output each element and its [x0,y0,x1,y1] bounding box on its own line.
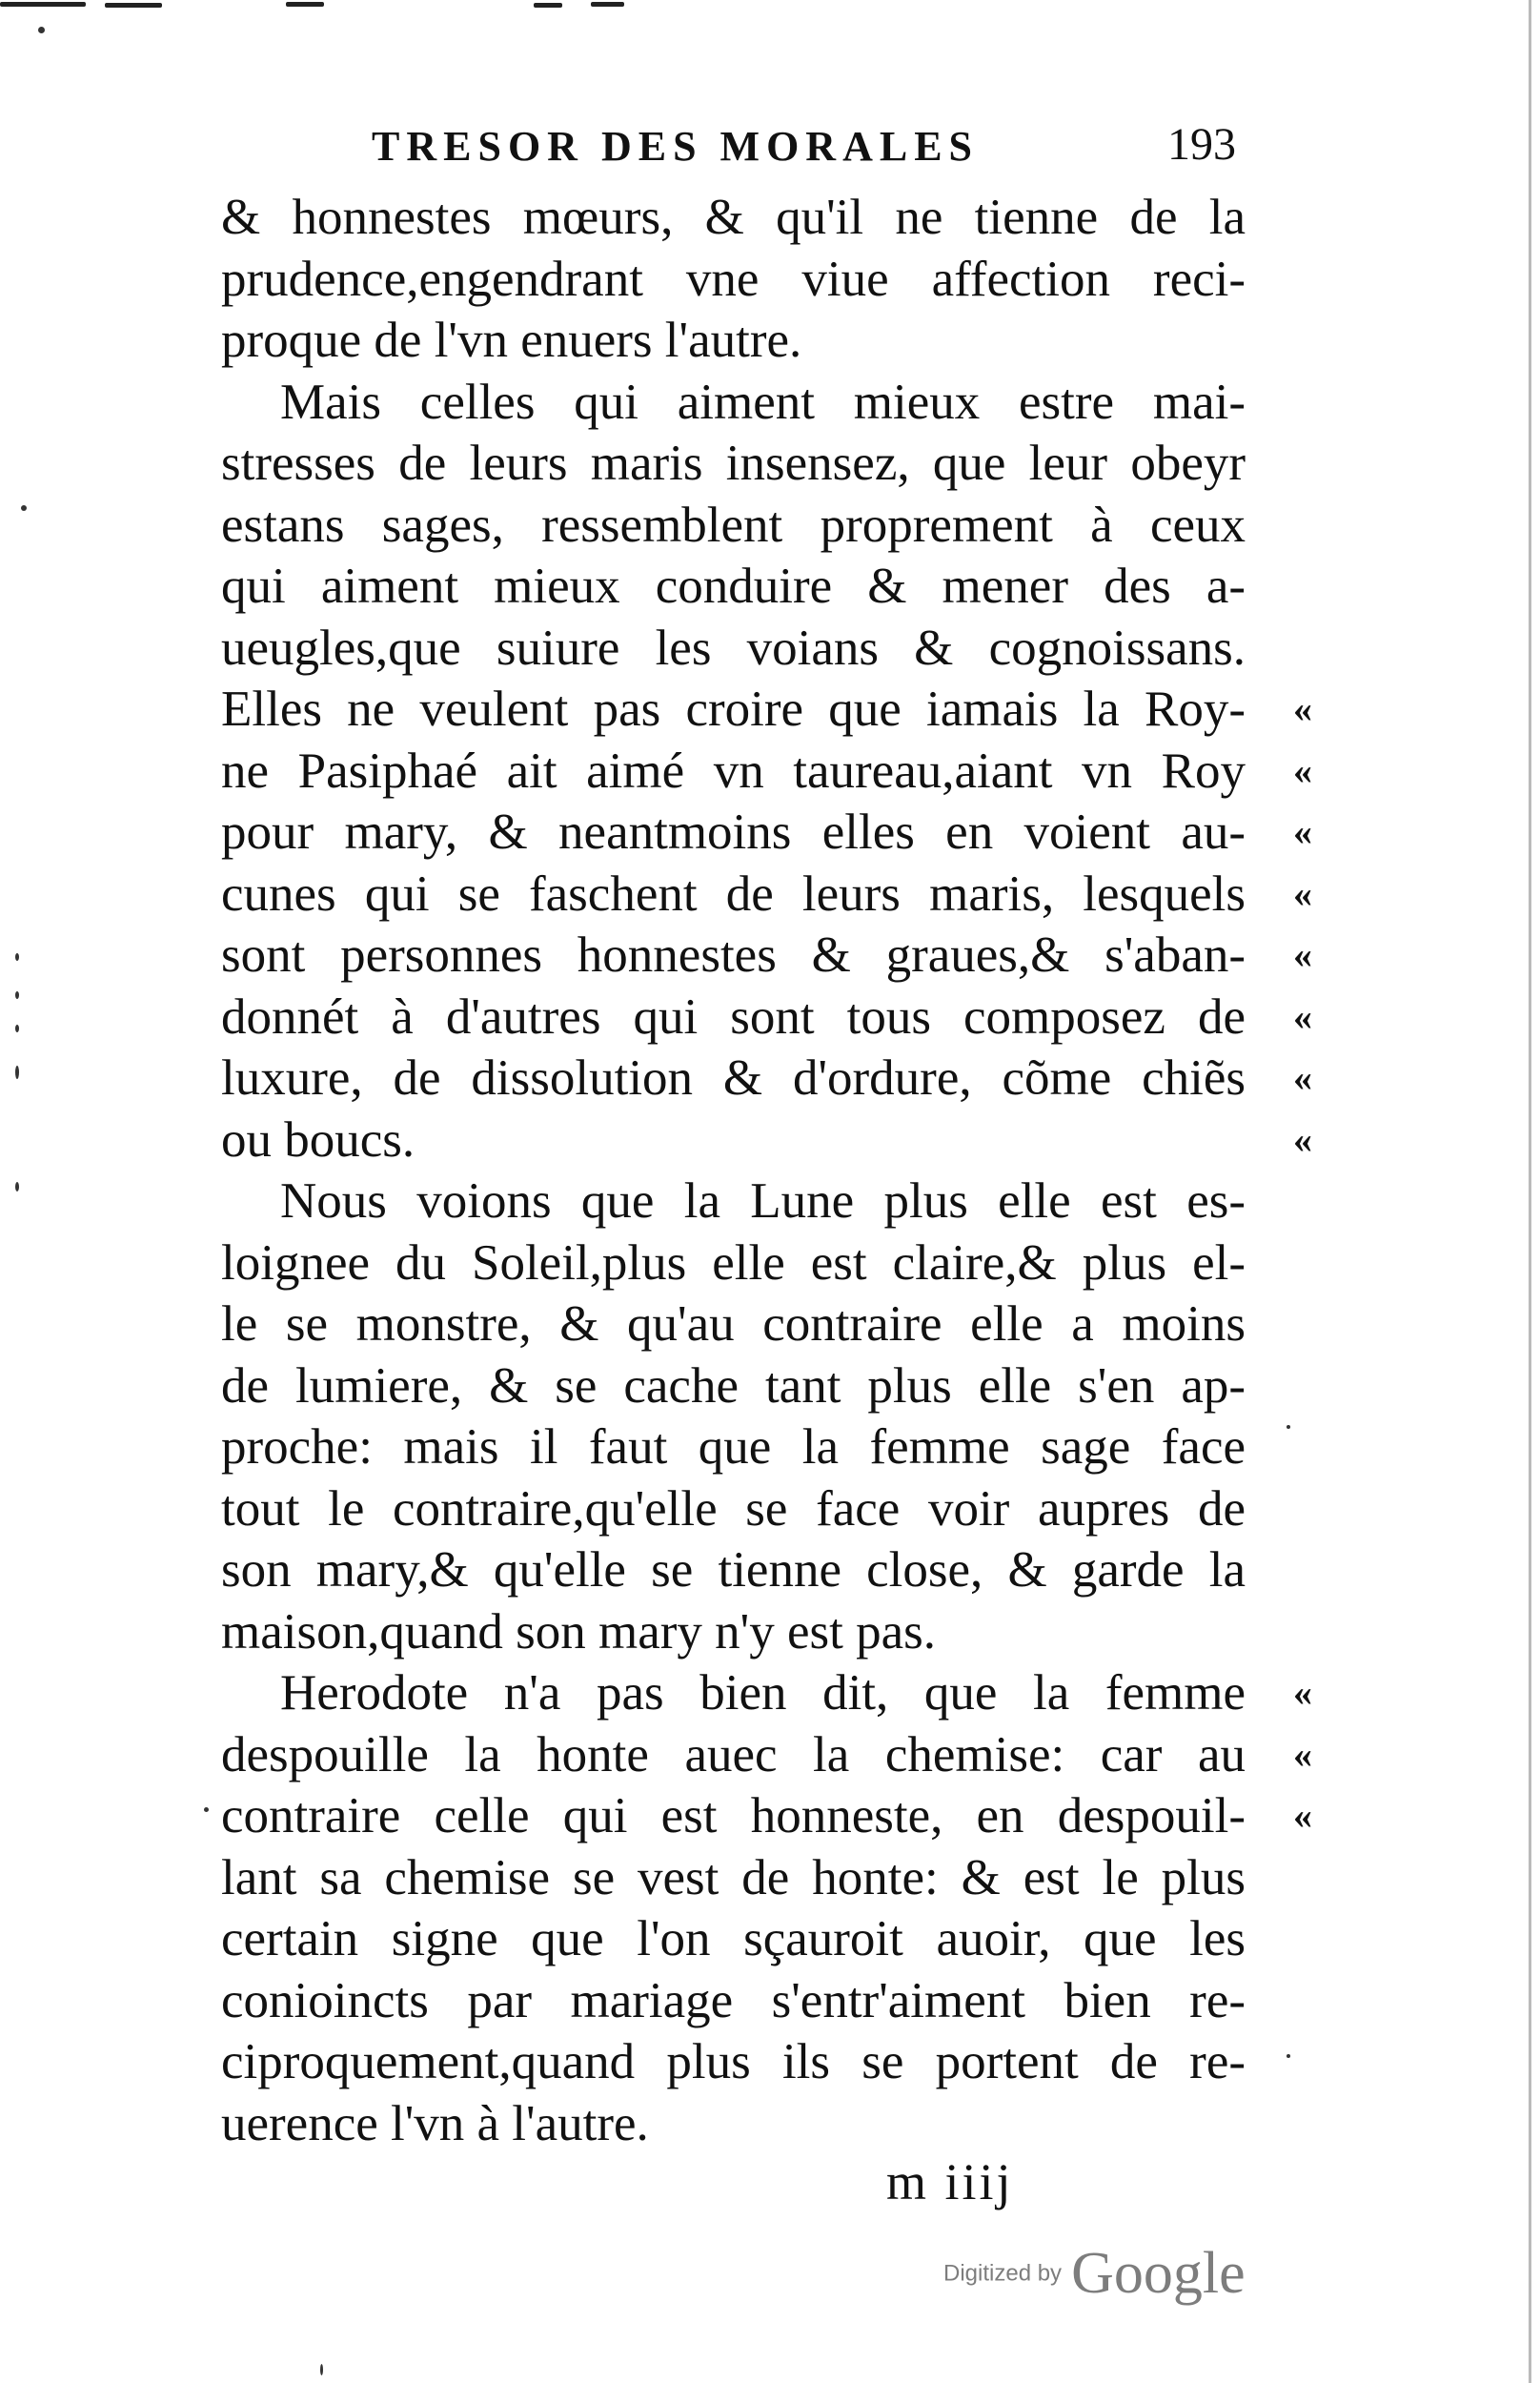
text-line [221,1847,1303,1909]
line-text: lant sa chemise se vest de honte: & est le plus [221,1849,1246,1905]
ink-speck [1287,2054,1290,2058]
quotation-mark: « [1293,748,1312,792]
text-line [221,2093,1303,2155]
line-text: Elles ne veulent pas croire que iamais la Roy- [221,682,1246,737]
text-line [221,2031,1303,2093]
text-line [221,1539,1303,1601]
ink-speck [38,27,45,33]
quotation-mark: « [1293,994,1312,1038]
line-text: sont personnes honnestes & graues,& s'aban- [221,927,1246,983]
text-line [221,556,1303,618]
text-line [221,679,1312,741]
line-text: cunes qui se faschent de leurs maris, lesquels [221,866,1246,922]
text-line [221,618,1303,680]
text-line [221,925,1312,987]
right-page-edge [1529,0,1531,2383]
text-line [221,1970,1303,2032]
text-line [221,1478,1303,1540]
quotation-mark: « [1293,871,1312,915]
quotation-mark: « [1293,933,1312,976]
line-text: pour mary, & neantmoins elles en voient au- [221,805,1246,860]
line-text: certain signe que l'on sçauroit auoir, que les [221,1911,1246,1966]
quotation-mark: « [1293,1732,1312,1776]
line-text: uerence l'vn à l'autre. [221,2095,649,2151]
text-line [221,187,1303,249]
text-line [221,1416,1303,1478]
text-line [221,249,1303,311]
line-text: Mais celles qui aiment mieux estre mai- [280,374,1246,430]
text-line [221,1355,1303,1417]
ink-speck [15,1066,19,1079]
ink-speck [15,953,19,961]
line-text: conioincts par mariage s'entr'aiment bien re- [221,1972,1246,2028]
quotation-mark: « [1293,810,1312,853]
ink-speck [1287,1425,1290,1429]
text-line [221,1232,1303,1294]
line-text: qui aiment mieux conduire & mener des a- [221,559,1246,614]
digitization-watermark [943,2240,1246,2308]
line-text: Herodote n'a pas bien dit, que la femme [280,1665,1246,1721]
quotation-mark: « [1293,687,1312,730]
running-title: TRESOR DES MORALES [372,123,980,170]
text-line [221,495,1303,557]
quotation-mark: « [1293,1671,1312,1714]
page-number: 193 [1167,119,1236,170]
quotation-mark: « [1293,1794,1312,1837]
line-text: ciproquement,quand plus ils se portent de re- [221,2034,1246,2089]
text-line [221,802,1312,864]
line-text: ueugles,que suiure les voians & cognoissans. [221,620,1246,676]
ink-speck [15,1182,19,1192]
text-line [221,741,1312,803]
line-text: contraire celle qui est honneste, en despouil- [221,1788,1246,1843]
line-text: maison,quand son mary n'y est pas. [221,1603,936,1660]
watermark-prefix: Digitized by [943,2260,1063,2287]
ink-speck [15,1025,19,1032]
line-text: donnét à d'autres qui sont tous composez de [221,988,1246,1045]
line-text: estans sages, ressemblent proprement à ceux [221,497,1246,553]
line-text: ne Pasiphaé ait aimé vn taureau,aiant vn Roy [221,743,1246,799]
text-line [221,1724,1312,1786]
text-line [221,1048,1312,1110]
quotation-mark: « [1293,1117,1312,1161]
line-text: despouille la honte auec la chemise: car au [221,1726,1246,1782]
top-edge-rule [0,0,1540,13]
text-line [221,1110,1312,1171]
line-text: stresses de leurs maris insensez, que leur obeyr [221,436,1246,491]
text-line [221,1908,1303,1970]
line-text: proche: mais il faut que la femme sage face [221,1419,1246,1475]
text-line [221,372,1303,434]
line-text: son mary,& qu'elle se tienne close, & garde la [221,1542,1246,1598]
line-text: luxure, de dissolution & d'ordure, cõme chiẽs [221,1050,1246,1106]
text-line [221,1293,1303,1355]
line-text: ou boucs. [221,1111,415,1168]
body-text [221,187,1312,2154]
quotation-mark: « [1293,1056,1312,1099]
line-text: proque de l'vn enuers l'autre. [221,313,802,368]
ink-speck [204,1807,209,1812]
text-line [221,1601,1303,1663]
line-text: & honnestes mœurs, & qu'il ne tienne de la [221,190,1246,245]
page-header [229,119,1267,179]
ink-speck [21,505,27,511]
text-line [221,433,1303,495]
text-line [221,1785,1312,1847]
ink-speck [15,991,19,999]
line-text: prudence,engendrant vne viue affection reci- [221,251,1246,307]
signature-mark: m iiij [886,2153,1014,2210]
google-logo: Google [1071,2241,1246,2306]
line-text: le se monstre, & qu'au contraire elle a moins [221,1296,1246,1352]
line-text: Nous voions que la Lune plus elle est es- [280,1173,1246,1229]
text-line [221,310,1303,372]
text-line [221,1662,1312,1724]
ink-speck [320,2364,323,2375]
line-text: de lumiere, & se cache tant plus elle s'en ap- [221,1357,1246,1414]
line-text: loignee du Soleil,plus elle est claire,& plus el- [221,1234,1246,1291]
text-line [221,987,1312,1049]
text-line [221,1171,1303,1232]
text-line [221,864,1312,926]
line-text: tout le contraire,qu'elle se face voir aupres de [221,1480,1246,1537]
